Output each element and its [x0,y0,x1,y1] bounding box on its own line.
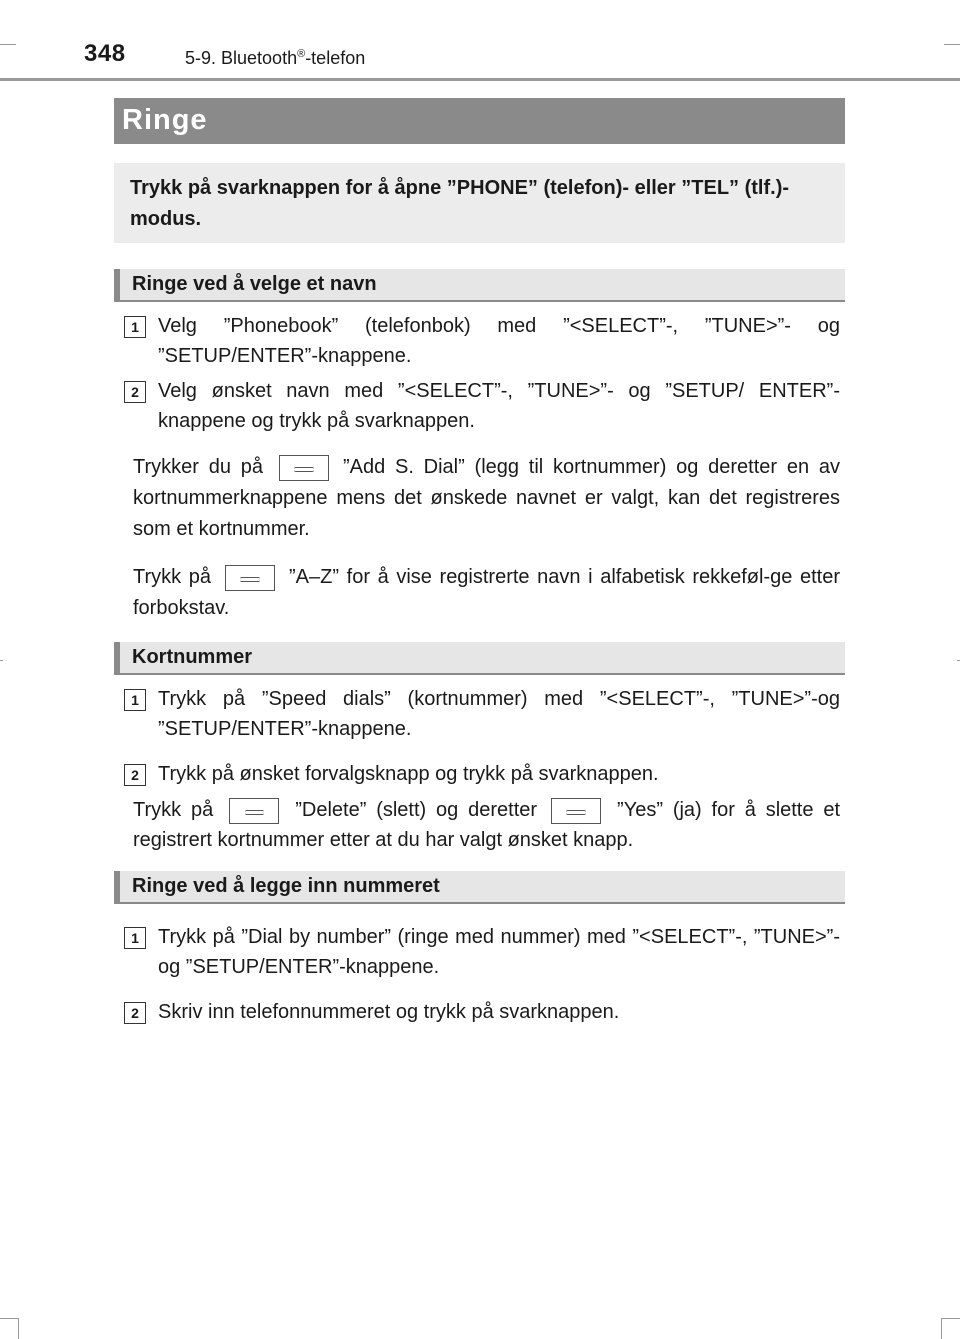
intro-box [114,163,845,243]
step-text: Skriv inn telefonnummeret og trykk på svarknappen. [158,1001,620,1023]
button-icon [279,455,329,481]
crop-mark [942,1318,960,1319]
section-heading: Ringe ved å velge et navn [114,269,845,302]
title-bar [114,98,845,144]
step-number: 1 [124,316,146,338]
step-number: 2 [124,764,146,786]
button-icon [551,798,601,824]
crop-mark [944,44,960,45]
section-heading: Kortnummer [114,642,845,675]
step-text: Trykk på ”Dial by number” (ringe med nummer) med ”<SELECT”-, ”TUNE>”- og ”SETUP/ENTER”-knappene. [158,926,840,978]
step-text: Velg ønsket navn med ”<SELECT”-, ”TUNE>”- og ”SETUP/ ENTER”-knappene og trykk på svarknappen. [158,380,840,432]
note-paragraph: Trykk på ”Delete” (slett) og deretter ”Yes” (ja) for å slette et registrert kortnummer etter at du har valgt ønsket knapp. [133,799,841,851]
step-number: 2 [124,1002,146,1024]
crop-mark [941,1318,942,1339]
step-text: Velg ”Phonebook” (telefonbok) med ”<SELECT”-, ”TUNE>”- og ”SETUP/ENTER”-knappene. [158,315,840,367]
crop-mark [0,660,3,661]
crop-mark [0,44,16,45]
header-rule [0,78,960,81]
step-number: 1 [124,689,146,711]
step-number: 2 [124,381,146,403]
step-number: 1 [124,927,146,949]
crop-mark [0,1318,18,1319]
intro-text: Trykk på svarknappen for å åpne ”PHONE” (telefon)- eller ”TEL” (tlf.)-modus. [130,177,790,230]
step-text: Trykk på ønsket forvalgsknapp og trykk på svarknappen. [158,763,659,785]
section-heading: Ringe ved å legge inn nummeret [114,871,845,904]
chapter-title: 5-9. Bluetooth®-telefon [185,48,366,68]
button-icon [225,565,275,591]
note-paragraph: Trykk på ”A–Z” for å vise registrerte navn i alfabetisk rekkeføl-ge etter forbokstav. [133,566,841,619]
button-icon [229,798,279,824]
crop-mark [18,1318,19,1339]
step-text: Trykk på ”Speed dials” (kortnummer) med ”<SELECT”-, ”TUNE>”-og ”SETUP/ENTER”-knappene. [158,688,840,740]
page-number: 348 [84,40,126,67]
note-paragraph: Trykker du på ”Add S. Dial” (legg til kortnummer) og deretter en av kortnummerknappene mens det ønskede navnet er valgt, kan det registreres som et kortnummer. [133,456,840,540]
page-title: Ringe [122,104,208,136]
